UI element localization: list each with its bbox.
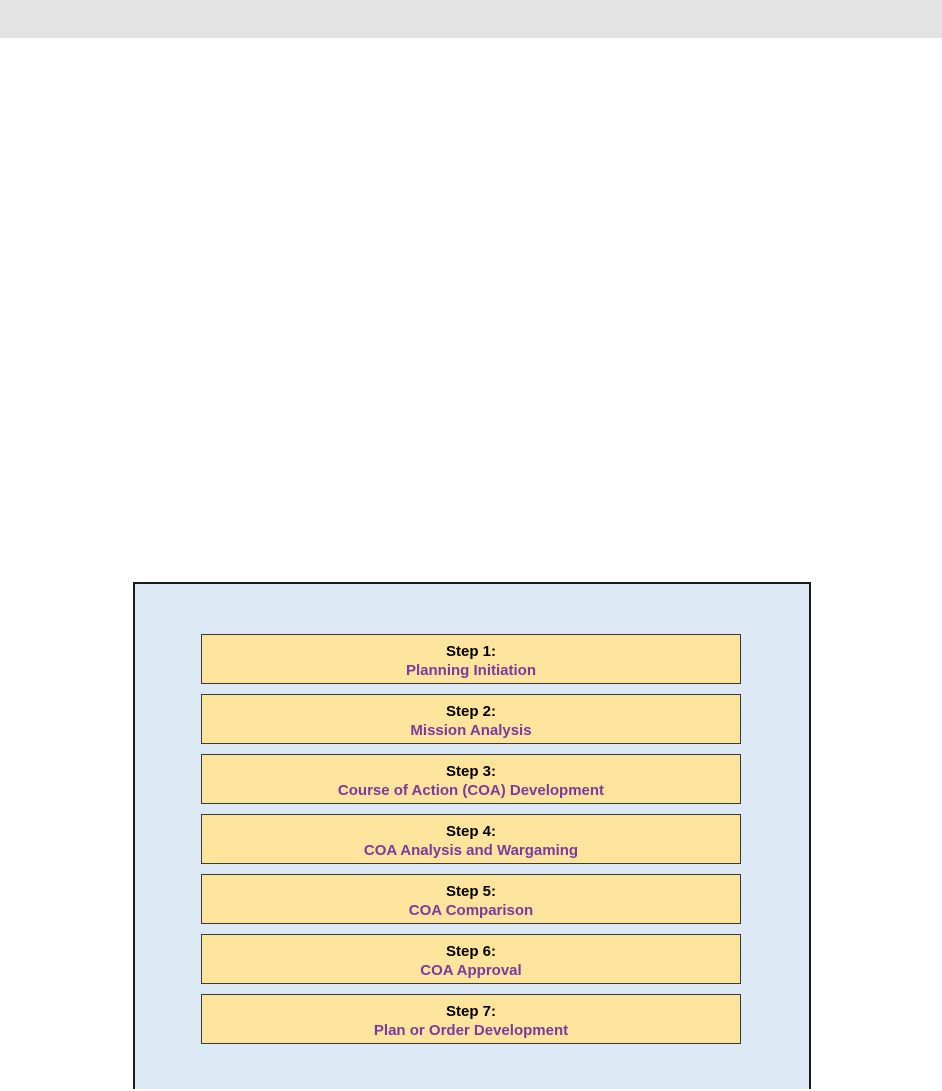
top-bar [0, 0, 942, 38]
step-2-box [201, 694, 741, 744]
step-4-box [201, 814, 741, 864]
step-1-label: Step 1: [445, 643, 496, 660]
step-6-box [201, 934, 741, 984]
step-1-box [201, 634, 741, 684]
step-7-name: Plan or Order Development [373, 1022, 569, 1039]
step-list [201, 634, 741, 1054]
step-2-label: Step 2: [445, 703, 496, 720]
step-4-label: Step 4: [445, 823, 496, 840]
step-5-name: COA Comparison [408, 902, 534, 919]
step-3-name: Course of Action (COA) Development [337, 782, 605, 799]
step-1-name: Planning Initiation [406, 662, 536, 679]
step-3-label: Step 3: [445, 763, 496, 780]
step-5-label: Step 5: [445, 883, 496, 900]
step-4-name: COA Analysis and Wargaming [363, 842, 579, 859]
step-2-name: Mission Analysis [410, 722, 532, 739]
step-7-label: Step 7: [445, 1003, 496, 1020]
step-5-box [201, 874, 741, 924]
step-3-box [201, 754, 741, 804]
process-diagram [133, 582, 811, 1089]
step-7-box [201, 994, 741, 1044]
step-6-label: Step 6: [445, 943, 496, 960]
step-6-name: COA Approval [420, 962, 522, 979]
